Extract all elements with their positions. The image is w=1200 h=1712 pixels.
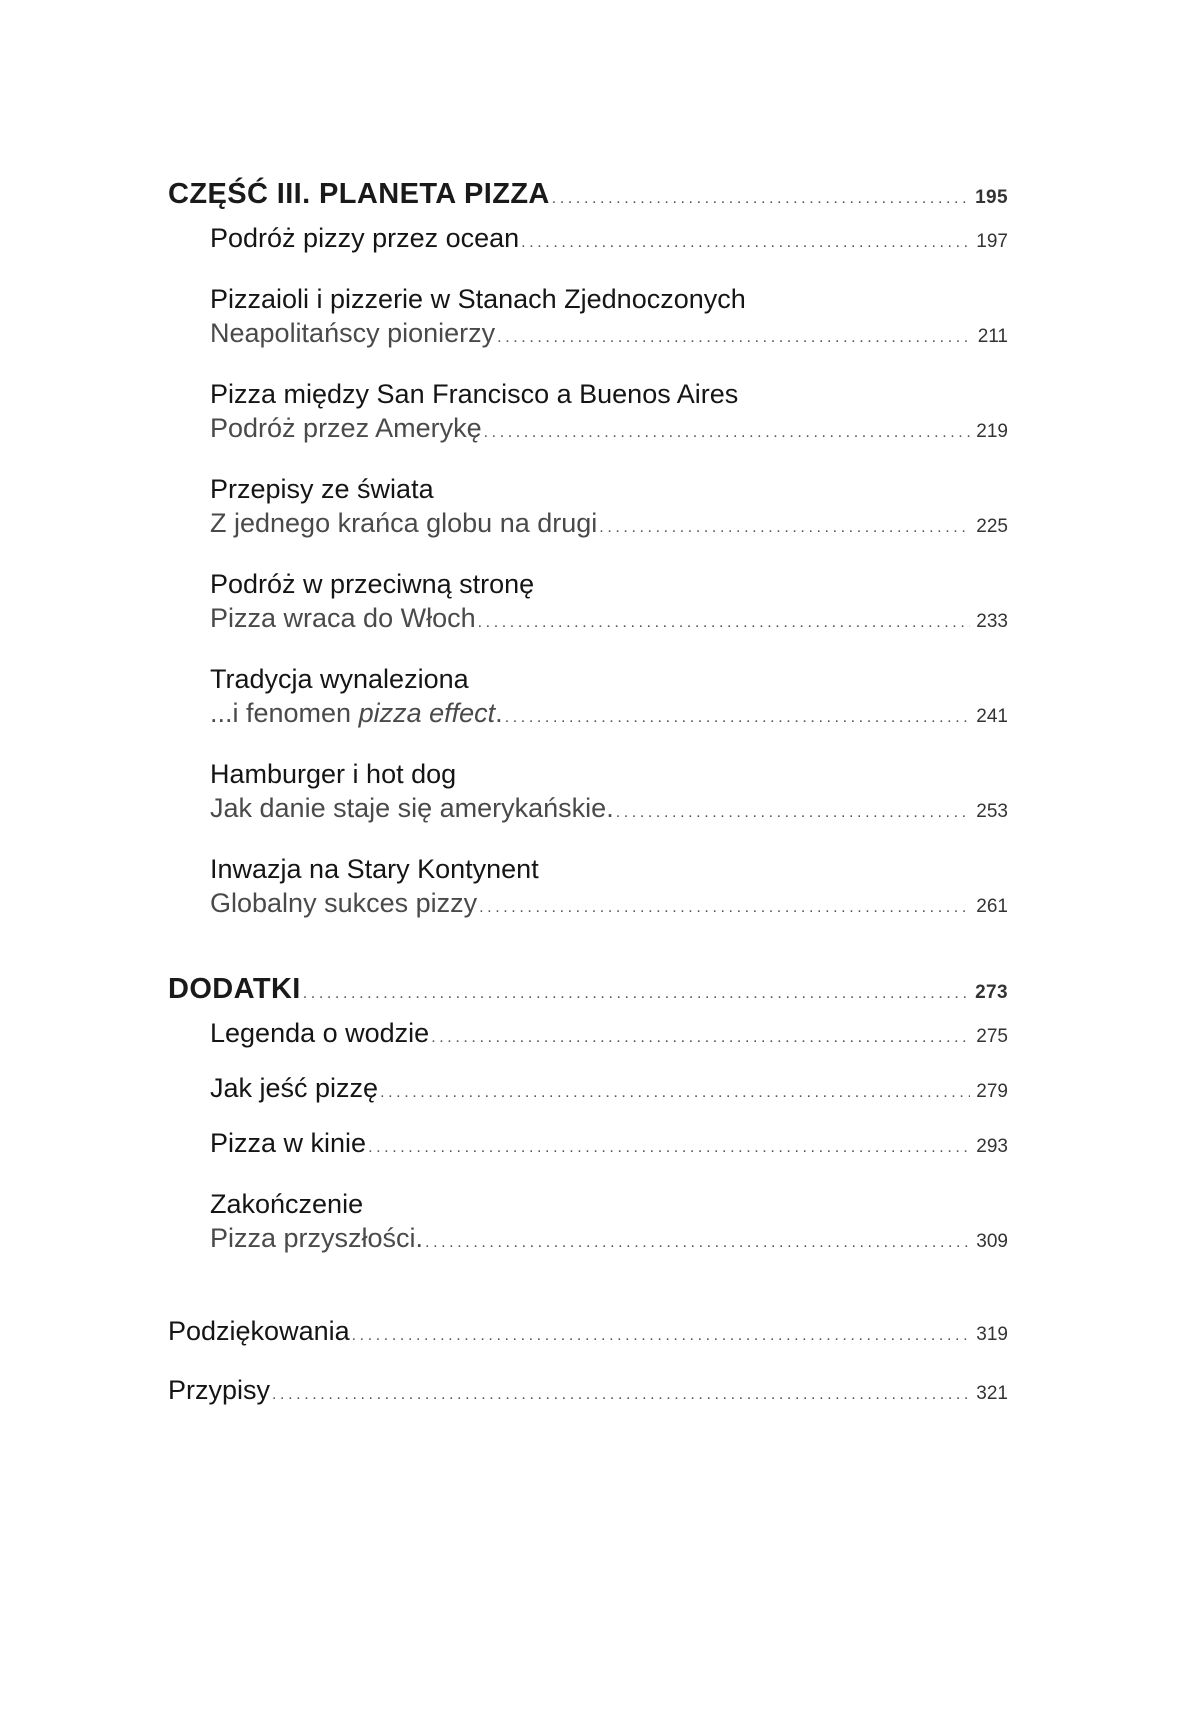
page-number: 211 bbox=[977, 326, 1008, 347]
page-number: 321 bbox=[976, 1383, 1008, 1404]
chapter-title: Pizzaioli i pizzerie w Stanach Zjednoczonych bbox=[210, 284, 746, 314]
chapter-subtitle: Globalny sukces pizzy bbox=[210, 888, 478, 918]
toc-chapter[interactable] bbox=[210, 1016, 1008, 1055]
dot-leader bbox=[552, 190, 969, 208]
chapter-title: Legenda o wodzie bbox=[210, 1018, 430, 1048]
toc-chapter[interactable] bbox=[210, 377, 1008, 450]
toc-chapter[interactable] bbox=[210, 757, 1008, 830]
chapter-title: Przepisy ze świata bbox=[210, 474, 434, 504]
chapter-subtitle: Pizza wraca do Włoch bbox=[210, 603, 476, 633]
subtitle-italic: pizza effect bbox=[358, 698, 496, 728]
dot-leader bbox=[479, 891, 970, 925]
part-title: DODATKI bbox=[168, 973, 301, 1005]
toc-chapter[interactable] bbox=[210, 1187, 1008, 1260]
toc-chapter[interactable] bbox=[210, 567, 1008, 640]
chapter-title: Inwazja na Stary Kontynent bbox=[210, 854, 539, 884]
part-title: CZĘŚĆ III. PLANETA PIZZA bbox=[168, 178, 550, 210]
dot-leader bbox=[599, 511, 970, 545]
dot-leader bbox=[484, 416, 971, 450]
chapter-title: Podróż w przeciwną stronę bbox=[210, 569, 535, 599]
toc-entry-acknowledgements[interactable] bbox=[168, 1314, 1008, 1353]
toc-chapter[interactable] bbox=[210, 1071, 1008, 1110]
dot-leader bbox=[431, 1021, 970, 1055]
dot-leader bbox=[303, 985, 969, 1003]
chapter-title: Hamburger i hot dog bbox=[210, 759, 457, 789]
page-number: 293 bbox=[976, 1136, 1008, 1157]
dot-leader bbox=[616, 796, 971, 830]
chapter-subtitle: Z jednego krańca globu na drugi bbox=[210, 508, 598, 538]
toc-chapter[interactable] bbox=[210, 282, 1008, 355]
page-number: 225 bbox=[976, 516, 1008, 537]
toc-entry-appendix[interactable] bbox=[168, 973, 1008, 1006]
chapter-title: Jak jeść pizzę bbox=[210, 1073, 379, 1103]
subtitle-suffix: . bbox=[495, 698, 503, 728]
dot-leader bbox=[272, 1378, 970, 1412]
page-number: 279 bbox=[976, 1081, 1008, 1102]
toc-chapter[interactable] bbox=[210, 662, 1008, 735]
page-number: 273 bbox=[975, 982, 1008, 1003]
page-number: 233 bbox=[976, 611, 1008, 632]
chapter-title: Podróż pizzy przez ocean bbox=[210, 223, 520, 253]
chapter-subtitle: Podróż przez Amerykę bbox=[210, 413, 482, 443]
chapter-subtitle bbox=[210, 696, 503, 730]
toc-entry-part-3[interactable] bbox=[168, 178, 1008, 211]
chapter-title: Tradycja wynaleziona bbox=[210, 664, 469, 694]
chapter-subtitle: Jak danie staje się amerykańskie. bbox=[210, 793, 614, 823]
dot-leader bbox=[505, 701, 971, 735]
chapter-subtitle: Pizza przyszłości. bbox=[210, 1223, 424, 1253]
subtitle-prefix: ...i fenomen bbox=[210, 698, 359, 728]
toc-chapter[interactable] bbox=[210, 852, 1008, 925]
chapter-title: Pizza w kinie bbox=[210, 1128, 367, 1158]
toc-entry-notes[interactable] bbox=[168, 1373, 1008, 1412]
toc-chapter[interactable] bbox=[210, 221, 1008, 260]
dot-leader bbox=[368, 1131, 970, 1165]
dot-leader bbox=[425, 1226, 970, 1260]
dot-leader bbox=[478, 606, 971, 640]
chapter-title: Pizza między San Francisco a Buenos Aires bbox=[210, 379, 739, 409]
dot-leader bbox=[380, 1076, 970, 1110]
table-of-contents bbox=[168, 178, 1008, 1412]
dot-leader bbox=[497, 321, 972, 355]
dot-leader bbox=[521, 226, 970, 260]
entry-title: Podziękowania bbox=[168, 1316, 350, 1346]
page-number: 219 bbox=[976, 421, 1008, 442]
page-number: 319 bbox=[976, 1324, 1008, 1345]
page-number: 261 bbox=[976, 896, 1008, 917]
dot-leader bbox=[352, 1319, 971, 1353]
chapter-subtitle: Neapolitańscy pionierzy bbox=[210, 318, 496, 348]
page-number: 195 bbox=[975, 187, 1008, 208]
page-number: 309 bbox=[976, 1231, 1008, 1252]
page-number: 275 bbox=[976, 1026, 1008, 1047]
page-number: 253 bbox=[976, 801, 1008, 822]
entry-title: Przypisy bbox=[168, 1375, 271, 1405]
chapter-title: Zakończenie bbox=[210, 1189, 364, 1219]
toc-chapter[interactable] bbox=[210, 472, 1008, 545]
page-number: 197 bbox=[976, 231, 1008, 252]
page-number: 241 bbox=[976, 706, 1008, 727]
toc-chapter[interactable] bbox=[210, 1126, 1008, 1165]
